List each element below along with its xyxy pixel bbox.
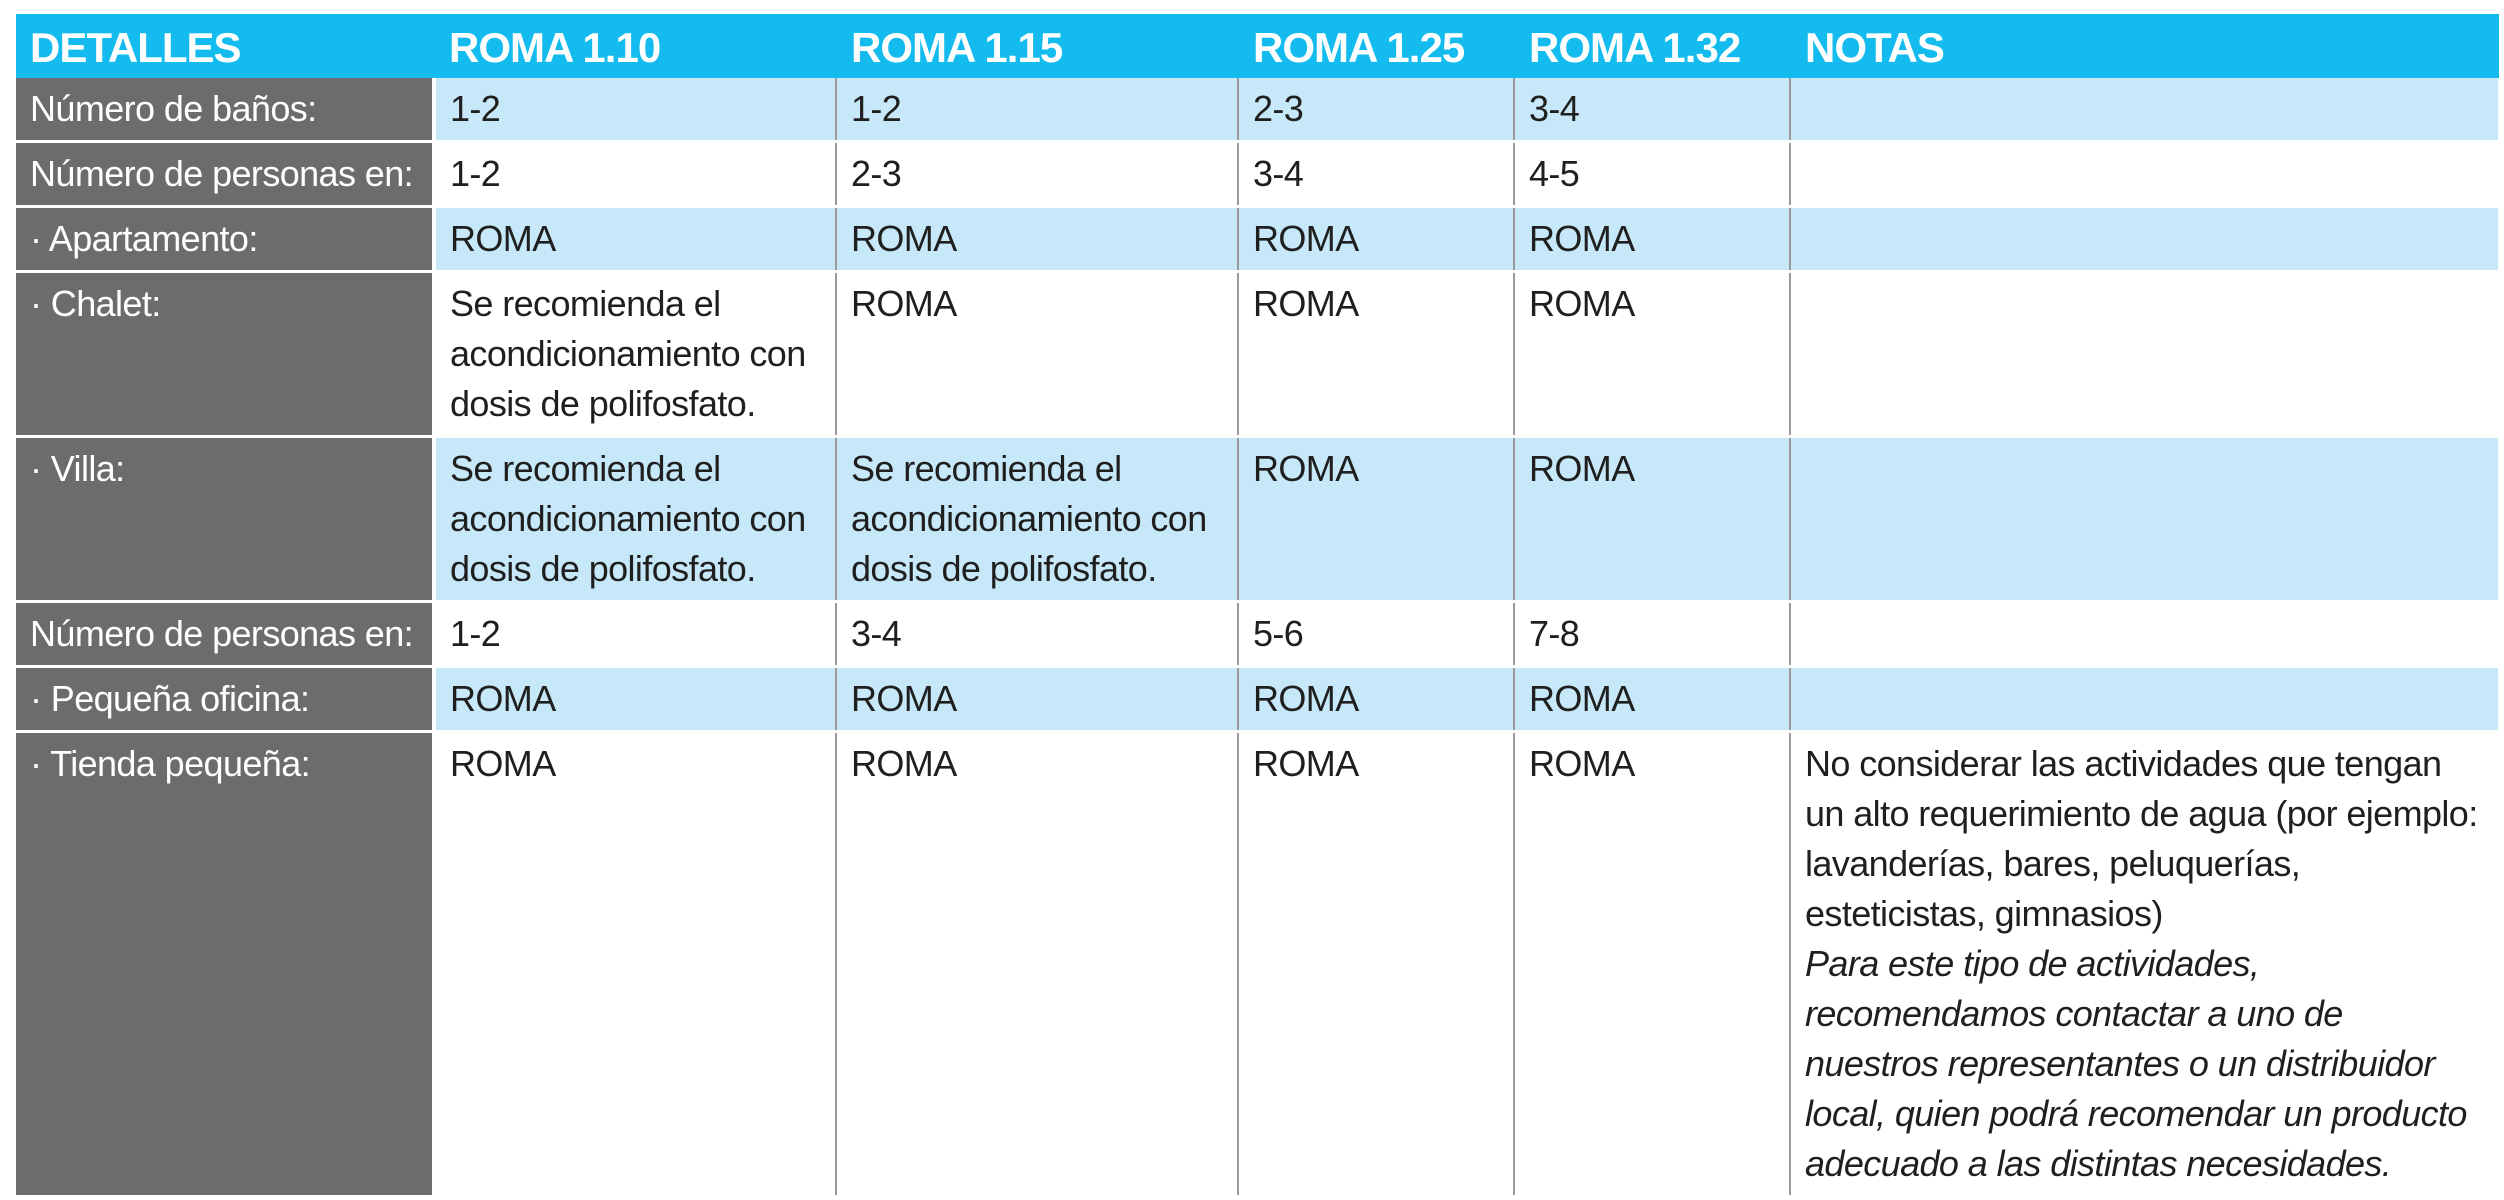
cell — [1790, 142, 2498, 207]
header-roma-125: ROMA 1.25 — [1238, 14, 1514, 78]
header-roma-115: ROMA 1.15 — [836, 14, 1238, 78]
header-row — [16, 14, 2498, 78]
cell: 1-2 — [434, 602, 836, 667]
cell — [1790, 207, 2498, 272]
row-label: · Apartamento: — [16, 207, 434, 272]
header-roma-132: ROMA 1.32 — [1514, 14, 1790, 78]
cell — [1790, 667, 2498, 732]
cell: ROMA — [434, 732, 836, 1197]
row-label: Número de personas en: — [16, 602, 434, 667]
cell: 3-4 — [1514, 78, 1790, 142]
cell: ROMA — [1514, 437, 1790, 602]
cell: ROMA — [836, 207, 1238, 272]
row-label: · Pequeña oficina: — [16, 667, 434, 732]
spec-table — [16, 14, 2499, 1198]
header-notes: NOTAS — [1790, 14, 2498, 78]
table-row — [16, 142, 2498, 207]
notes-cell — [1790, 732, 2498, 1197]
cell: Se recomienda el acondicionamiento con dosis de polifosfato. — [434, 272, 836, 437]
table-row — [16, 272, 2498, 437]
cell — [1790, 272, 2498, 437]
row-label: · Tienda pequeña: — [16, 732, 434, 1197]
cell: ROMA — [1238, 732, 1514, 1197]
cell — [1790, 78, 2498, 142]
header-details: DETALLES — [16, 14, 434, 78]
table-row — [16, 207, 2498, 272]
cell: ROMA — [1514, 207, 1790, 272]
row-label: · Chalet: — [16, 272, 434, 437]
table-row — [16, 667, 2498, 732]
row-label: Número de baños: — [16, 78, 434, 142]
cell: 3-4 — [1238, 142, 1514, 207]
cell: Se recomienda el acondicionamiento con dosis de polifosfato. — [836, 437, 1238, 602]
cell: 1-2 — [836, 78, 1238, 142]
row-label: Número de personas en: — [16, 142, 434, 207]
cell: 3-4 — [836, 602, 1238, 667]
notes-text: No considerar las actividades que tengan un alto requerimiento de agua (por ejemplo: lavanderías, bares, peluquerías, esteticistas, gimnasios) — [1805, 743, 2478, 934]
table-row — [16, 732, 2498, 1197]
cell: ROMA — [836, 667, 1238, 732]
notes-italic: Para este tipo de actividades, recomendamos contactar a uno de nuestros representantes o un distribuidor local, quien podrá recomendar un producto adecuado a las distintas necesidades. — [1805, 943, 2467, 1184]
cell: ROMA — [1238, 437, 1514, 602]
cell: 1-2 — [434, 142, 836, 207]
cell: ROMA — [1514, 272, 1790, 437]
table-row — [16, 437, 2498, 602]
row-label: · Villa: — [16, 437, 434, 602]
cell: ROMA — [1238, 667, 1514, 732]
cell: 5-6 — [1238, 602, 1514, 667]
cell: 1-2 — [434, 78, 836, 142]
cell — [1790, 437, 2498, 602]
header-roma-110: ROMA 1.10 — [434, 14, 836, 78]
cell: 4-5 — [1514, 142, 1790, 207]
cell: ROMA — [1238, 272, 1514, 437]
cell: 7-8 — [1514, 602, 1790, 667]
cell: 2-3 — [1238, 78, 1514, 142]
cell: ROMA — [1238, 207, 1514, 272]
cell: ROMA — [1514, 732, 1790, 1197]
cell: ROMA — [434, 207, 836, 272]
table-row — [16, 602, 2498, 667]
table-row — [16, 78, 2498, 142]
cell: ROMA — [836, 732, 1238, 1197]
cell: 2-3 — [836, 142, 1238, 207]
cell: ROMA — [1514, 667, 1790, 732]
cell: ROMA — [434, 667, 836, 732]
cell: ROMA — [836, 272, 1238, 437]
cell: Se recomienda el acondicionamiento con dosis de polifosfato. — [434, 437, 836, 602]
cell — [1790, 602, 2498, 667]
